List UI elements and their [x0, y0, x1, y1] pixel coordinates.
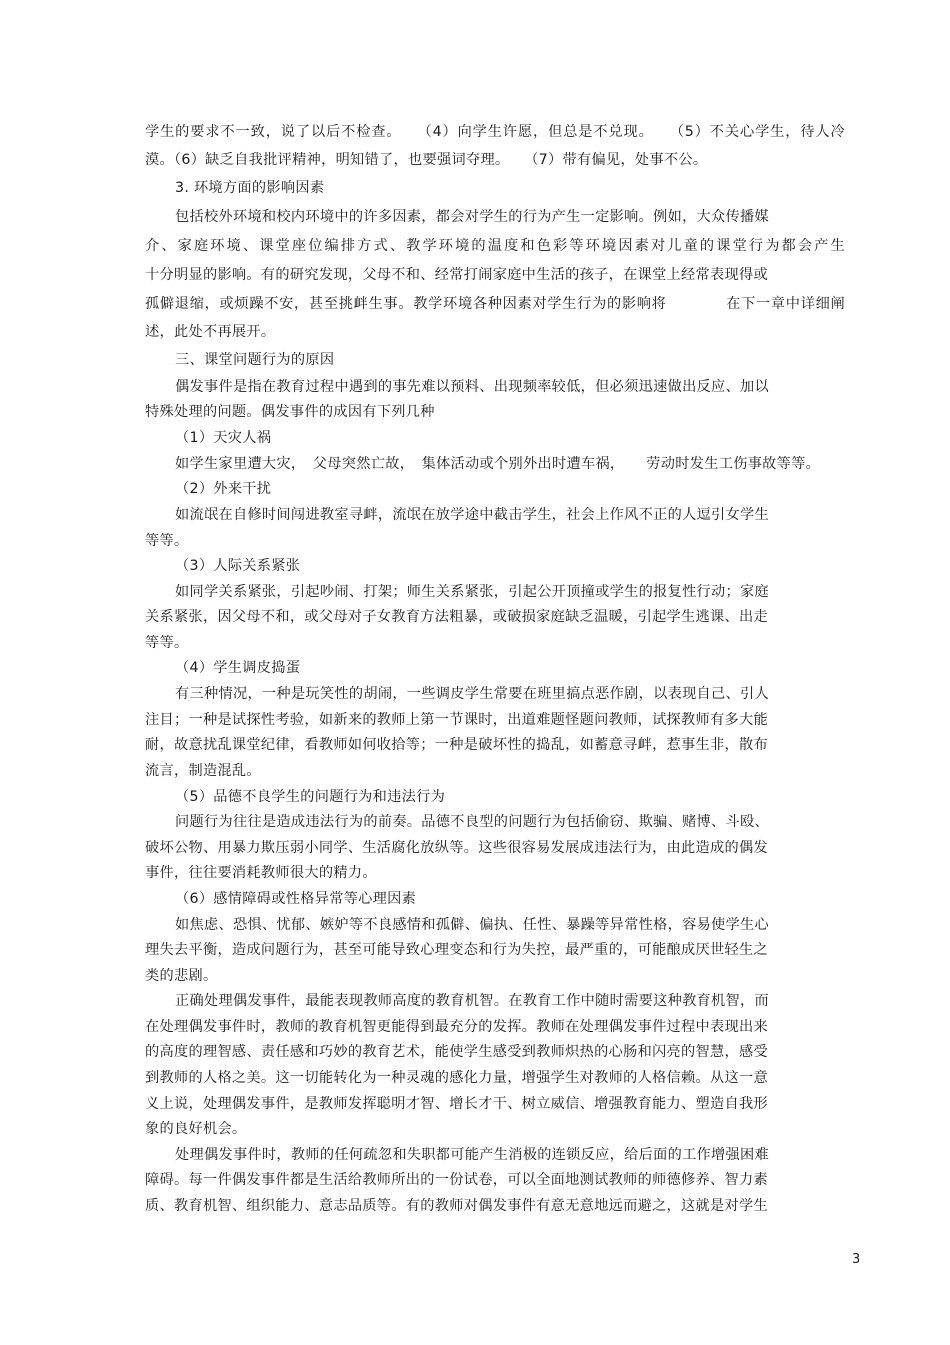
text-line: 十分明显的影响。有的研究发现，父母不和、经常打闹家庭中生活的孩子，在课堂上经常表现得或	[145, 267, 768, 283]
text-line: 注目；一种是试探性考验，如新来的教师上第一节课时，出道难题怪题问教师，试探教师有多大能	[145, 712, 768, 728]
text-line: 有三种情况，一种是玩笑性的胡闹，一些调皮学生常要在班里搞点恶作剧，以表现自己、引人	[175, 686, 769, 702]
text-line: 理失去平衡，造成问题行为，甚至可能导致心理变态和行为失控，最严重的，可能酿成厌世轻生之	[145, 942, 768, 958]
section-heading: 3. 环境方面的影响因素	[175, 180, 325, 196]
text-line: 正确处理偶发事件，最能表现教师高度的教育机智。在教育工作中随时需要这种教育机智，而	[175, 993, 769, 1009]
text-line: 如焦虑、恐惧、忧郁、嫉妒等不良感情和孤僻、偏执、任性、暴躁等异常性格，容易使学生心	[175, 917, 769, 933]
text-line: 处理偶发事件时，教师的任何疏忽和失职都可能产生消极的连锁反应，给后面的工作增强困难	[175, 1147, 769, 1163]
text-line: 漠。（6）缺乏自我批评精神，明知错了，也要强词夺理。 （7）带有偏见，处事不公。	[145, 152, 708, 168]
text-line: 破坏公物、用暴力欺压弱小同学、生活腐化放纵等。这些很容易发展成违法行为，由此造成的偶发	[145, 840, 768, 856]
text-line: 象的良好机会。	[145, 1121, 247, 1137]
text-line: 如同学关系紧张，引起吵闹、打架；师生关系紧张，引起公开顶撞或学生的报复性行动；家庭	[175, 584, 769, 600]
text-line: 等等。	[145, 635, 189, 651]
text-line: 学生的要求不一致，说了以后不检查。 （4）向学生许愿，但总是不兑现。 （5）不关心学生，待人冷	[145, 124, 845, 140]
text-line: 到教师的人格之美。这一切能转化为一种灵魂的感化力量，增强学生对教师的人格信赖。从这一意	[145, 1070, 768, 1086]
text-line: 等等。	[145, 533, 189, 549]
text-line: 流言，制造混乱。	[145, 763, 261, 779]
subheading: （6）感情障碍或性格异常等心理因素	[175, 891, 417, 907]
text-line: 障碍。每一件偶发事件都是生活给教师所出的一份试卷，可以全面地测试教师的师德修养、智力素	[145, 1172, 768, 1188]
text-line: 如学生家里遭大灾， 父母突然亡故， 集体活动或个别外出时遭车祸， 劳动时发生工伤事故等等。	[175, 456, 821, 472]
text-line: 介、家庭环境、课堂座位编排方式、教学环境的温度和色彩等环境因素对儿童的课堂行为都会产生	[145, 238, 845, 254]
text-line: 耐，故意扰乱课堂纪律，看教师如何收拾等；一种是破坏性的捣乱，如蓄意寻衅，惹事生非，散布	[145, 737, 768, 753]
text-line: 事件，往往要消耗教师很大的精力。	[145, 865, 377, 881]
text-line: 包括校外环境和校内环境中的许多因素，都会对学生的行为产生一定影响。例如，大众传播媒	[175, 209, 769, 225]
section-heading: 三、课堂问题行为的原因	[175, 352, 335, 368]
text-line: 如流氓在自修时间闯进教室寻衅，流氓在放学途中截击学生，社会上作风不正的人逗引女学生	[175, 507, 769, 523]
page-number: 3	[852, 1252, 861, 1267]
text-line: 偶发事件是指在教育过程中遇到的事先难以预料、出现频率较低，但必须迅速做出反应、加以	[175, 379, 769, 395]
text-line: 述，此处不再展开。	[145, 324, 276, 340]
text-line: 义上说，处理偶发事件，是教师发挥聪明才智、增长才干、树立威信、增强教育能力、塑造自我形	[145, 1096, 768, 1112]
subheading: （3）人际关系紧张	[175, 558, 301, 574]
text-line: 的高度的理智感、责任感和巧妙的教育艺术，能使学生感受到教师炽热的心肠和闪亮的智慧，感受	[145, 1044, 768, 1060]
text-line: 在处理偶发事件时，教师的教育机智更能得到最充分的发挥。教师在处理偶发事件过程中表现出来	[145, 1019, 768, 1035]
subheading: （1）天灾人祸	[175, 430, 272, 446]
text-line: 类的悲剧。	[145, 968, 218, 984]
text-line: 孤僻退缩，或烦躁不安，甚至挑衅生事。教学环境各种因素对学生行为的影响将 在下一章中详细阐	[145, 296, 845, 312]
subheading: （4）学生调皮捣蛋	[175, 660, 301, 676]
text-line: 问题行为往往是造成违法行为的前奏。品德不良型的问题行为包括偷窃、欺骗、赌博、斗殴、	[175, 814, 769, 830]
subheading: （2）外来干扰	[175, 481, 272, 497]
text-line: 特殊处理的问题。偶发事件的成因有下列几种	[145, 404, 435, 420]
text-line: 质、教育机智、组织能力、意志品质等。有的教师对偶发事件有意无意地远而避之，这就是对学生	[145, 1198, 768, 1214]
text-line: 关系紧张，因父母不和，或父母对子女教育方法粗暴，或破损家庭缺乏温暖，引起学生逃课、出走	[145, 609, 768, 625]
subheading: （5）品德不良学生的问题行为和违法行为	[175, 789, 446, 805]
